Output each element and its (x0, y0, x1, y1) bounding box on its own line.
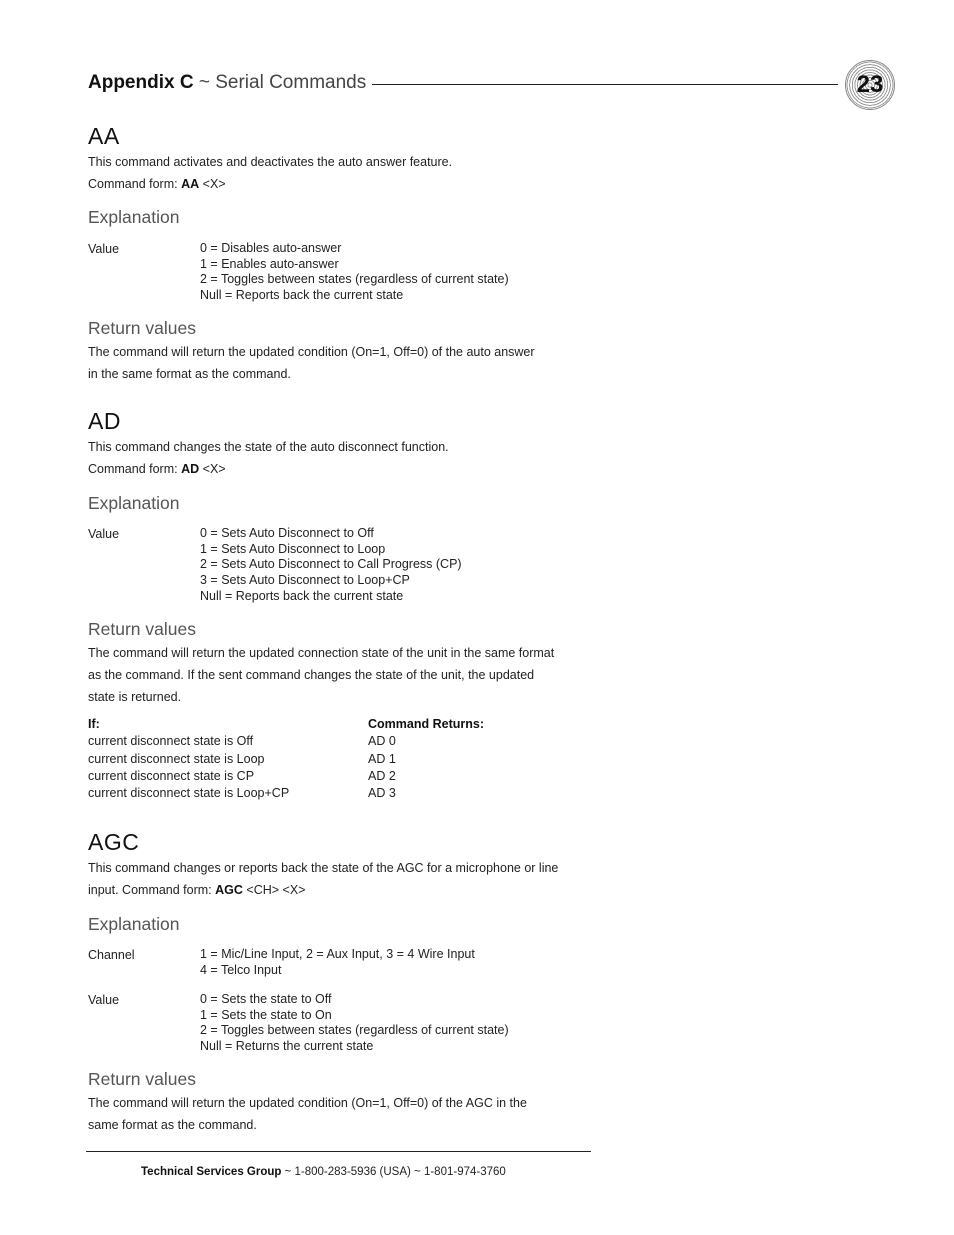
value-item: 2 = Sets Auto Disconnect to Call Progress (CP) (200, 557, 462, 572)
form-label: Command form: (88, 177, 178, 191)
command-title-agc: AGC (88, 829, 140, 855)
aa-return-heading: Return values (88, 318, 196, 338)
agc-return-heading: Return values (88, 1069, 196, 1089)
agc-description (88, 857, 558, 901)
aa-explanation-heading: Explanation (88, 207, 180, 227)
aa-return-text (88, 341, 535, 385)
table-cell: AD 1 (368, 751, 396, 766)
page-number-badge (845, 60, 895, 110)
agc-explanation-heading: Explanation (88, 914, 180, 934)
footer-rule (86, 1151, 591, 1152)
agc-value-list (200, 992, 509, 1055)
agc-channel-list (200, 947, 475, 978)
ad-value-list (200, 526, 462, 605)
appendix-label: Appendix C (88, 72, 194, 93)
ad-return-heading: Return values (88, 619, 196, 639)
agc-return-text (88, 1092, 527, 1136)
value-item: 4 = Telco Input (200, 962, 282, 977)
value-item: 3 = Sets Auto Disconnect to Loop+CP (200, 573, 410, 588)
aa-value-label: Value (88, 242, 120, 256)
text-line: The command will return the updated condition (On=1, Off=0) of the auto answer (88, 345, 535, 359)
column-header-returns: Command Returns: (368, 717, 484, 731)
value-item: 1 = Sets Auto Disconnect to Loop (200, 541, 386, 556)
header-rule (372, 84, 838, 85)
value-item: 1 = Sets the state to On (200, 1007, 332, 1022)
value-item: 1 = Enables auto-answer (200, 256, 339, 271)
header-subtitle: Serial Commands (215, 72, 367, 93)
value-item: 2 = Toggles between states (regardless of current state) (200, 1023, 509, 1038)
table-cell: AD 2 (368, 768, 396, 783)
agc-value-label: Value (88, 993, 120, 1007)
value-item: 2 = Toggles between states (regardless of current state) (200, 272, 509, 287)
value-item: 0 = Sets Auto Disconnect to Off (200, 526, 374, 540)
text-line: in the same format as the command. (88, 367, 291, 381)
form-args: <X> (202, 177, 226, 191)
text-line: same format as the command. (88, 1118, 257, 1132)
aa-value-list (200, 241, 509, 304)
page-footer (141, 1164, 506, 1180)
value-item: 0 = Disables auto-answer (200, 241, 342, 255)
value-item: Null = Reports back the current state (200, 288, 404, 303)
value-item: 0 = Sets the state to Off (200, 992, 332, 1006)
ad-description: This command changes the state of the auto disconnect function. (88, 440, 449, 454)
ad-explanation-heading: Explanation (88, 493, 180, 513)
text-line: state is returned. (88, 690, 182, 704)
command-title-ad: AD (88, 408, 121, 434)
form-label: input. Command form: (88, 883, 212, 897)
table-cell: current disconnect state is Loop (88, 751, 265, 766)
aa-description: This command activates and deactivates the auto answer feature. (88, 155, 453, 169)
table-cell: AD 3 (368, 786, 396, 801)
value-item: Null = Reports back the current state (200, 588, 404, 603)
form-label: Command form: (88, 462, 178, 476)
text-line: as the command. If the sent command changes the state of the unit, the updated (88, 668, 535, 682)
table-cell: current disconnect state is Off (88, 734, 254, 749)
table-cell: AD 0 (368, 734, 396, 749)
form-command: AA (181, 177, 200, 191)
text-line: The command will return the updated connection state of the unit in the same format (88, 646, 555, 660)
table-cell: current disconnect state is CP (88, 768, 255, 783)
header-separator: ~ (198, 72, 210, 93)
ad-return-text (88, 642, 554, 708)
ad-value-label: Value (88, 527, 120, 541)
footer-contact: ~ 1-800-283-5936 (USA) ~ 1-801-974-3760 (281, 1166, 506, 1178)
page-header (88, 70, 366, 96)
value-item: Null = Returns the current state (200, 1039, 374, 1054)
aa-command-form (88, 173, 226, 195)
text-line: The command will return the updated condition (On=1, Off=0) of the AGC in the (88, 1096, 527, 1110)
table-cell: current disconnect state is Loop+CP (88, 786, 290, 801)
page-number: 23 (856, 71, 884, 98)
form-command: AGC (215, 883, 243, 897)
form-args: <CH> <X> (246, 883, 306, 897)
form-command: AD (181, 462, 200, 476)
ad-command-form (88, 458, 226, 480)
text-line: This command changes or reports back the state of the AGC for a microphone or line (88, 861, 559, 875)
column-header-if: If: (88, 717, 100, 731)
agc-command-form (88, 879, 558, 901)
footer-group: Technical Services Group (141, 1166, 282, 1178)
command-title-aa: AA (88, 123, 120, 149)
value-item: 1 = Mic/Line Input, 2 = Aux Input, 3 = 4 Wire Input (200, 947, 475, 961)
form-args: <X> (202, 462, 226, 476)
agc-channel-label: Channel (88, 948, 135, 962)
